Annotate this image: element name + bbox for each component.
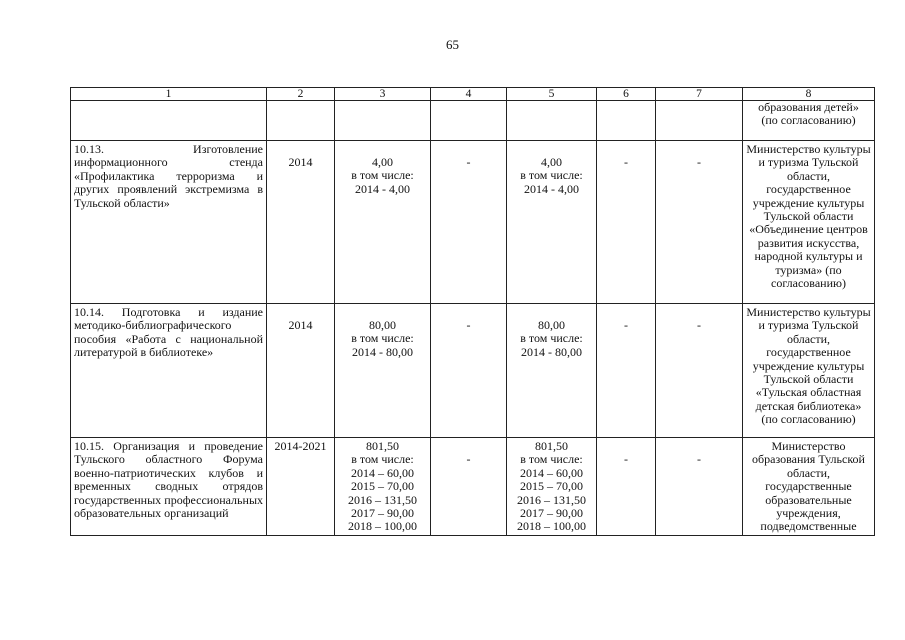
year-cell: 2014-2021 <box>267 438 335 536</box>
column-header: 7 <box>656 88 743 101</box>
table-header-row <box>71 88 875 101</box>
column-7-cell: - <box>656 438 743 536</box>
total-funding-cell: 80,00 в том числе: 2014 - 80,00 <box>335 304 431 438</box>
event-name-cell: 10.13. Изготовление информационного стенда «Профилактика терроризма и других проявлений экстремизма в Тульской области» <box>71 141 267 304</box>
column-header: 2 <box>267 88 335 101</box>
column-4-cell: - <box>431 141 507 304</box>
column-header: 5 <box>507 88 597 101</box>
executor-cell: Министерство культуры и туризма Тульской области, государственное учреждение культуры Тульской области «Объединение центров развития искусства, народной культуры и туризма» (по согласованию) <box>743 141 875 304</box>
executor-line: образования детей» <box>758 100 859 114</box>
column-6-cell: - <box>597 141 656 304</box>
page-number: 65 <box>446 37 459 52</box>
executor-cell: Министерство культуры и туризма Тульской области, государственное учреждение культуры Тульской области «Тульская областная детская библиотека» (по согласованию) <box>743 304 875 438</box>
column-5-cell: 80,00 в том числе: 2014 - 80,00 <box>507 304 597 438</box>
event-name-cell: 10.15. Организация и проведение Тульского областного Форума военно-патриотических клубов и временных сводных отрядов государственных профессиональных образовательных организаций <box>71 438 267 536</box>
executor-line: (по согласованию) <box>761 113 856 128</box>
column-header: 8 <box>743 88 875 101</box>
program-table <box>70 87 875 536</box>
executor-cell: Министерство образования Тульской области, государственные образовательные учреждения, подведомственные <box>743 438 875 536</box>
column-header: 6 <box>597 88 656 101</box>
column-6-cell: - <box>597 438 656 536</box>
column-5-cell: 4,00 в том числе: 2014 - 4,00 <box>507 141 597 304</box>
table-row <box>71 141 875 304</box>
column-header: 4 <box>431 88 507 101</box>
column-7-cell: - <box>656 304 743 438</box>
executor-cell <box>743 101 875 141</box>
table-row <box>71 304 875 438</box>
column-6-cell: - <box>597 304 656 438</box>
event-name-cell: 10.14. Подготовка и издание методико-библиографического пособия «Работа с национальной литературой в библиотеке» <box>71 304 267 438</box>
table-row <box>71 438 875 536</box>
column-header: 1 <box>71 88 267 101</box>
column-header: 3 <box>335 88 431 101</box>
year-cell: 2014 <box>267 141 335 304</box>
total-funding-cell: 4,00 в том числе: 2014 - 4,00 <box>335 141 431 304</box>
column-4-cell: - <box>431 438 507 536</box>
column-4-cell: - <box>431 304 507 438</box>
continuation-row <box>71 101 875 141</box>
year-cell: 2014 <box>267 304 335 438</box>
column-5-cell: 801,50 в том числе: 2014 – 60,00 2015 – 70,00 2016 – 131,50 2017 – 90,00 2018 – 100,00 <box>507 438 597 536</box>
total-funding-cell: 801,50 в том числе: 2014 – 60,00 2015 – 70,00 2016 – 131,50 2017 – 90,00 2018 – 100,00 <box>335 438 431 536</box>
column-7-cell: - <box>656 141 743 304</box>
